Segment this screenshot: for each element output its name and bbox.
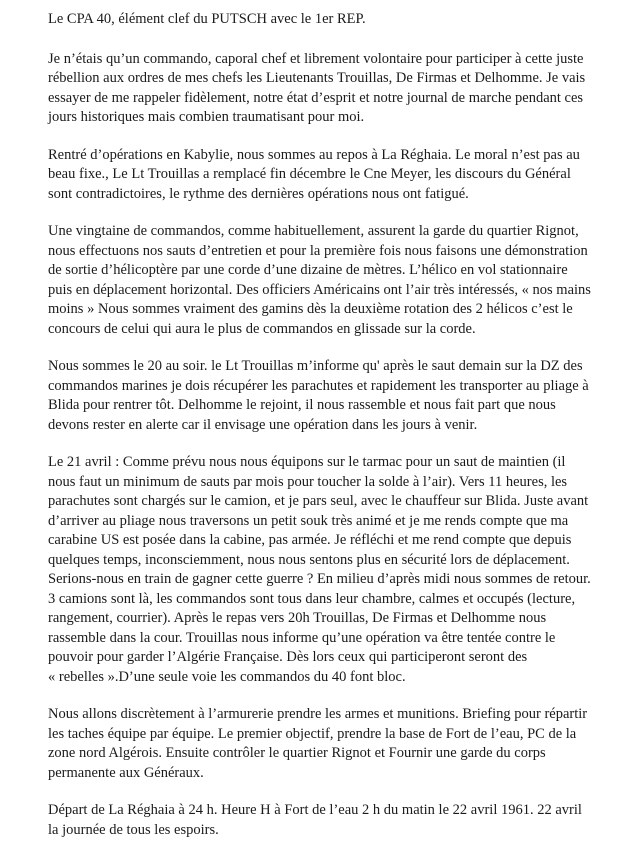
text-line: « rebelles ».D’une seule voie les commandos du 40 font bloc. bbox=[48, 668, 406, 685]
text-line: Une vingtaine de commandos, comme habituellement, assurent la garde du quartier Rignot, bbox=[48, 223, 579, 239]
text-line: concours de celui qui aura le plus de commandos en glissade sur la corde. bbox=[48, 320, 476, 337]
text-line: rébellion aux ordres de mes chefs les Lieutenants Trouillas, De Firmas et Delhomme. Je vais bbox=[48, 70, 586, 86]
text-line: moins » Nous sommes vraiment des gamins dès la deuxième rotation des 2 hélicos c’est le bbox=[48, 301, 573, 317]
text-line: nous effectuons nos sauts d’entretien et pour la première fois nous faisons une démonstration bbox=[48, 242, 588, 259]
text-line: pouvoir pour garder l’Algérie Française. Dès lors ceux qui participeront seront des bbox=[48, 649, 528, 665]
text-line: rangement, courrier). Après le repas vers 20h Trouillas, De Firmas et Delhomme nous bbox=[48, 610, 547, 626]
text-line: de sortie d’hélicoptère par une corde d’une dizaine de mètres. L’hélico en vol stationnaire bbox=[48, 262, 568, 278]
text-line: quelques temps, inconsciemment, nous nous sentons plus en sécurité lors de déplacement. bbox=[48, 551, 570, 568]
text-line: commandos marines je dois récupérer les parachutes et rapidement les transporter au pliage à bbox=[48, 377, 589, 394]
paragraph-kabylie bbox=[48, 146, 614, 205]
text-line: Départ de La Réghaia à 24 h. Heure H à Fort de l’eau 2 h du matin le 22 avril 1961. 22 avril bbox=[48, 802, 582, 818]
text-line: les taches équipe par équipe. Le premier objectif, prendre la base de Fort de l’eau, PC de la bbox=[48, 725, 577, 742]
document-page bbox=[48, 10, 614, 858]
text-line: Nous sommes le 20 au soir. le Lt Trouillas m’informe qu' après le saut demain sur la DZ des bbox=[48, 358, 583, 374]
text-line: la journée de tous les espoirs. bbox=[48, 821, 219, 838]
text-line: sont contradictoires, le rythme des dernières opérations nous ont fatigué. bbox=[48, 185, 469, 202]
paragraph-intro bbox=[48, 50, 614, 128]
text-line: nous faut un minimum de sauts par mois pour toucher la solde à l’air). Vers 11 heures, les bbox=[48, 473, 568, 490]
paragraph-21-avril bbox=[48, 453, 614, 687]
text-line: puis en déplacement horizontal. Des officiers Américains ont l’air très intéressés, « nos mains bbox=[48, 281, 591, 298]
paragraph-20-avril bbox=[48, 357, 614, 435]
paragraph-rignot bbox=[48, 222, 614, 339]
text-line: permanente aux Généraux. bbox=[48, 764, 204, 781]
paragraph-armurerie bbox=[48, 705, 614, 783]
text-line: rassemble dans la cour. Trouillas nous informe qu’une opération va être tentée contre le bbox=[48, 629, 556, 646]
text-line: d’arriver au pliage nous traversons un petit souk très animé et je me rends compte que ma bbox=[48, 512, 569, 529]
text-line: devons rester en alerte car il envisage une opération dans les jours à venir. bbox=[48, 416, 478, 433]
text-line: zone nord Algérois. Ensuite contrôler le quartier Rignot et Fournir une garde du corps bbox=[48, 745, 546, 761]
text-line: Je n’étais qu’un commando, caporal chef et librement volontaire pour participer à cette juste bbox=[48, 50, 584, 67]
text-line: Le 21 avril : Comme prévu nous nous équipons sur le tarmac pour un saut de maintien (il bbox=[48, 454, 566, 470]
text-line: essayer de me rappeler fidèlement, notre état d’esprit et notre journal de marche pendant ces bbox=[48, 89, 584, 106]
paragraph-depart bbox=[48, 801, 614, 840]
text-line: Nous allons discrètement à l’armurerie prendre les armes et munitions. Briefing pour répartir bbox=[48, 706, 588, 722]
text-line: 3 camions sont là, les commandos sont tous dans leur chambre, calmes et occupés (lecture, bbox=[48, 590, 576, 607]
text-line: carabine US est posée dans la cabine, pas armée. Je réfléchi et me rend compte que depuis bbox=[48, 532, 572, 548]
text-line: Blida pour rentrer tôt. Delhomme le rejoint, il nous rassemble et nous fait part que nous bbox=[48, 397, 556, 413]
text-line: beau fixe., Le Lt Trouillas a remplacé fin décembre le Cne Meyer, les discours du Général bbox=[48, 166, 571, 182]
text-line: Rentré d’opérations en Kabylie, nous sommes au repos à La Réghaia. Le moral n’est pas au bbox=[48, 146, 580, 163]
text-line: parachutes sont chargés sur le camion, et je pars seul, avec le chauffeur sur Blida. Juste avant bbox=[48, 493, 589, 509]
text-line: Le CPA 40, élément clef du PUTSCH avec le 1er REP. bbox=[48, 11, 366, 27]
paragraph-title bbox=[48, 10, 614, 30]
text-line: Serions-nous en train de gagner cette guerre ? En milieu d’après midi nous sommes de retour. bbox=[48, 571, 591, 587]
text-line: jours historiques mais combien traumatisant pour moi. bbox=[48, 109, 365, 125]
